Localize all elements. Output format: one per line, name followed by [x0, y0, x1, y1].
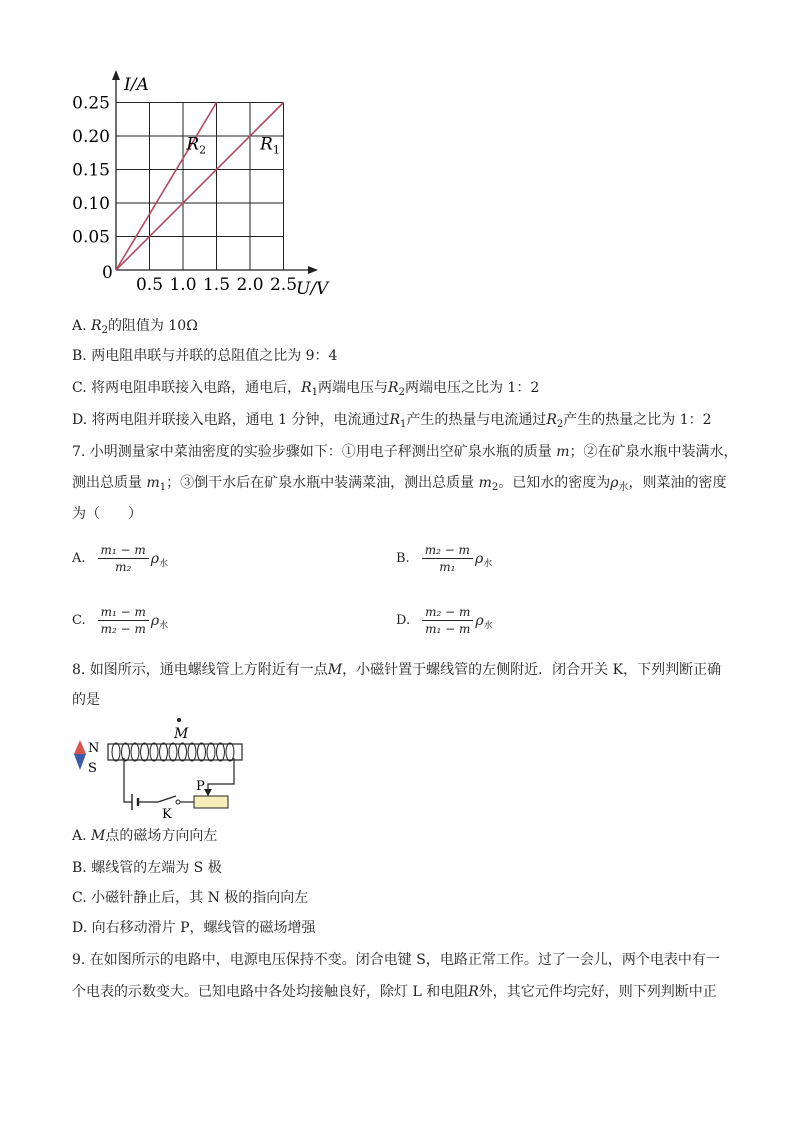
q7-option-b[interactable]: B. $\frac{\text{m₂ − m}}{\text{m₁}}$ $\rho_水$ — [396, 543, 493, 574]
x-tick-label: 0.5 — [135, 275, 164, 295]
solenoid-coil-windings — [112, 743, 234, 761]
point-m — [177, 718, 181, 722]
compass-needle-south — [74, 754, 86, 770]
x-tick-label: 2.0 — [236, 275, 264, 295]
switch-k-blade — [158, 796, 176, 802]
x-tick-label: 1.5 — [202, 275, 231, 295]
slider-p-arrow — [204, 789, 212, 796]
solenoid-circuit-figure — [72, 714, 262, 820]
q9-stem-line2: 个电表的示数变大。已知电路中各处均接触良好，除灯 L 和电阻R外，其它元件均完好，则下列判断中正 — [72, 984, 717, 1000]
q8-stem-line1: 8. 如图所示，通电螺线管上方附近有一点M，小磁针置于螺线管的左侧附近．闭合开关 K，下列判断正确 — [72, 662, 722, 678]
coil-turn — [160, 743, 168, 761]
y-tick-label: 0.15 — [72, 160, 110, 181]
q7-option-c[interactable]: C. $\frac{\text{m₁ − m}}{\text{m₂ − m}}$ $\rho_水$ — [72, 605, 169, 636]
coil-turn — [226, 743, 234, 761]
label-k: K — [162, 807, 172, 820]
q7-stem-line3: 为（ ） — [72, 506, 142, 522]
q9-stem-line1: 9. 在如图所示的电路中，电源电压保持不变。闭合电键 S，电路正常工作。过了一会儿，两个电表中有一 — [72, 952, 720, 968]
q6-option-b[interactable]: B. 两电阻串联与并联的总阻值之比为 9：4 — [72, 348, 338, 364]
fraction: $\frac{\text{m₂ − m}}{\text{m₁}}$ — [422, 542, 473, 575]
y-tick-label: 0.20 — [72, 127, 110, 147]
y-tick-label: 0.25 — [72, 93, 110, 114]
y-tick-label: 0.05 — [72, 227, 110, 248]
y-axis-label: I/A — [124, 75, 149, 95]
origin-label: 0 — [102, 263, 113, 283]
q8-stem-line2: 的是 — [72, 692, 100, 708]
x-tick-label: 1.0 — [169, 275, 197, 295]
solenoid-tube — [108, 744, 242, 760]
q6-option-d[interactable]: D. 将两电阻并联接入电路，通电 1 分钟，电流通过$R_1$产生的热量与电流通过$R_2$产生的热量之比为 1：2 — [72, 412, 712, 430]
rho-water: $\rho_水$ — [150, 550, 169, 569]
coil-turn — [198, 743, 206, 761]
coil-turn — [207, 743, 215, 761]
iu-graph — [60, 68, 400, 298]
coil-turn — [150, 743, 158, 761]
y-tick-label: 0.10 — [72, 194, 110, 214]
x-tick-label: 2.5 — [269, 275, 298, 295]
q6-option-a[interactable]: A. $R_2$的阻值为 10Ω — [72, 318, 198, 336]
q8-option-d[interactable]: D. 向右移动滑片 P，螺线管的磁场增强 — [72, 920, 316, 936]
q8-option-b[interactable]: B. 螺线管的左端为 S 极 — [72, 860, 222, 876]
fraction: $\frac{\text{m₁ − m}}{\text{m₂}}$ — [98, 542, 149, 575]
wire-right — [208, 758, 234, 796]
series-line-r2 — [116, 103, 217, 271]
coil-turn — [169, 743, 177, 761]
label-m: M — [174, 726, 189, 742]
series-label-r1: $R_1$ — [260, 134, 280, 157]
rho-water: $\rho_水$ — [150, 612, 169, 631]
q8-option-c[interactable]: C. 小磁针静止后，其 N 极的指向向左 — [72, 890, 309, 906]
q7-option-a[interactable]: A. $\frac{\text{m₁ − m}}{\text{m₂}}$ $\rho_水$ — [72, 543, 169, 574]
q7-stem-line1: 7. 小明测量家中菜油密度的实验步骤如下：①用电子秤测出空矿泉水瓶的质量 m；②在矿泉水瓶中装满水， — [72, 444, 738, 460]
coil-turn — [131, 743, 139, 761]
rho-water: $\rho_水$ — [474, 550, 493, 569]
wire-left — [124, 758, 132, 802]
q6-option-c[interactable]: C. 将两电阻串联接入电路，通电后，$R_1$两端电压与$R_2$两端电压之比为 1：2 — [72, 380, 540, 398]
q7-stem-line2: 测出总质量 $m_1$；③倒干水后在矿泉水瓶中装满菜油，测出总质量 $m_2$。已知水的密度为$\rho_水$，则菜油的密度 — [72, 475, 727, 493]
q8-option-a[interactable]: A. M点的磁场方向向左 — [72, 828, 218, 844]
coil-turn — [179, 743, 187, 761]
x-axis-label: U/V — [296, 279, 329, 298]
series-line-r1 — [116, 103, 284, 271]
compass-needle-north — [74, 740, 86, 754]
coil-turn — [188, 743, 196, 761]
coil-turn — [122, 743, 130, 761]
series-label-r2: $R_2$ — [186, 134, 207, 157]
rho-water: $\rho_水$ — [475, 612, 493, 631]
fraction: $\frac{\text{m₁ − m}}{\text{m₂ − m}}$ — [98, 604, 149, 637]
fraction: $\frac{\text{m₂ − m}}{\text{m₁ − m}}$ — [422, 604, 473, 637]
q7-option-d[interactable]: D. $\frac{\text{m₂ − m}}{\text{m₁ − m}}$ $\rho_水$ — [396, 605, 493, 636]
label-p: P — [196, 779, 205, 794]
coil-turn — [141, 743, 149, 761]
label-n: N — [88, 741, 100, 756]
label-s: S — [88, 761, 97, 776]
coil-turn — [217, 743, 225, 761]
coil-turn — [112, 743, 120, 761]
rheostat — [194, 796, 228, 808]
